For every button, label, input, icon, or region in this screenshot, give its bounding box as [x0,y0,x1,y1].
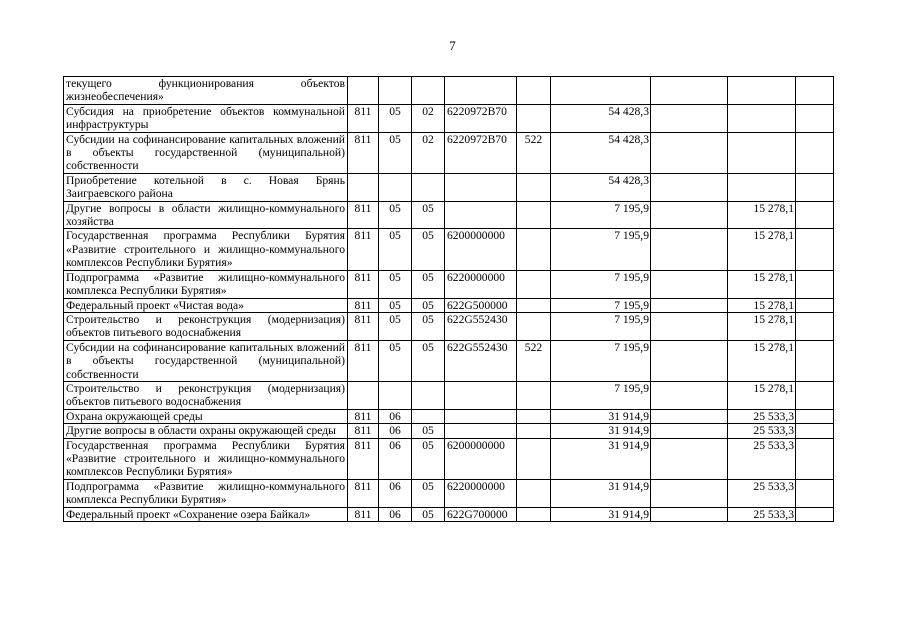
amount-cell [651,132,728,173]
amount-cell: 31 914,9 [551,409,651,423]
table-row [64,229,834,270]
item-name-cell: Субсидия на приобретение объектов коммунальной инфраструктуры [64,104,348,132]
amount-cell: 7 195,9 [551,298,651,312]
ministry-code-cell: 811 [348,298,379,312]
amount-cell [796,438,834,479]
budget-table [63,76,834,522]
amount-cell [796,312,834,340]
amount-cell [796,104,834,132]
amount-cell [651,340,728,381]
amount-cell: 15 278,1 [728,229,796,270]
section-code-cell: 06 [379,438,412,479]
amount-cell [796,507,834,521]
ministry-code-cell: 811 [348,132,379,173]
expense-type-cell [517,424,551,438]
amount-cell [651,507,728,521]
expense-type-cell [517,173,551,201]
target-article-cell: 6220000000 [445,479,517,507]
target-article-cell: 6220000000 [445,270,517,298]
amount-cell: 25 533,3 [728,409,796,423]
table-body [64,77,834,522]
subsection-code-cell: 05 [412,438,445,479]
amount-cell: 25 533,3 [728,479,796,507]
expense-type-cell [517,409,551,423]
table-row [64,312,834,340]
expense-type-cell [517,104,551,132]
item-name-cell: Государственная программа Республики Бурятия «Развитие строительного и жилищно-коммунального комплексов Республики Бурятия» [64,229,348,270]
expense-type-cell: 522 [517,340,551,381]
expense-type-cell: 522 [517,132,551,173]
ministry-code-cell: 811 [348,479,379,507]
item-name-cell: Федеральный проект «Сохранение озера Байкал» [64,507,348,521]
expense-type-cell [517,77,551,105]
amount-cell [728,104,796,132]
ministry-code-cell: 811 [348,438,379,479]
subsection-code-cell: 05 [412,479,445,507]
target-article-cell: 622G552430 [445,312,517,340]
target-article-cell: 6220972В70 [445,132,517,173]
item-name-cell: Государственная программа Республики Бурятия «Развитие строительного и жилищно-коммунального комплексов Республики Бурятия» [64,438,348,479]
section-code-cell: 06 [379,409,412,423]
amount-cell [651,229,728,270]
section-code-cell: 05 [379,312,412,340]
target-article-cell: 622G700000 [445,507,517,521]
amount-cell [728,173,796,201]
amount-cell: 31 914,9 [551,424,651,438]
table-row [64,270,834,298]
ministry-code-cell: 811 [348,340,379,381]
amount-cell [651,173,728,201]
amount-cell [651,201,728,229]
table-row [64,298,834,312]
table-row [64,479,834,507]
amount-cell: 15 278,1 [728,201,796,229]
amount-cell: 7 195,9 [551,381,651,409]
amount-cell: 54 428,3 [551,132,651,173]
target-article-cell: 6200000000 [445,438,517,479]
amount-cell: 54 428,3 [551,104,651,132]
subsection-code-cell: 02 [412,104,445,132]
section-code-cell: 05 [379,201,412,229]
section-code-cell: 06 [379,507,412,521]
section-code-cell [379,77,412,105]
table-row [64,438,834,479]
amount-cell [796,270,834,298]
amount-cell [651,409,728,423]
item-name-cell: Другие вопросы в области охраны окружающей среды [64,424,348,438]
expense-type-cell [517,201,551,229]
amount-cell: 7 195,9 [551,201,651,229]
amount-cell: 15 278,1 [728,340,796,381]
page-number: 7 [449,38,456,53]
item-name-cell: Строительство и реконструкция (модернизация) объектов питьевого водоснабжения [64,381,348,409]
table-row [64,381,834,409]
amount-cell [651,381,728,409]
expense-type-cell [517,438,551,479]
target-article-cell [445,201,517,229]
item-name-cell: Строительство и реконструкция (модернизация) объектов питьевого водоснабжения [64,312,348,340]
amount-cell: 7 195,9 [551,270,651,298]
item-name-cell: Субсидии на софинансирование капитальных вложений в объекты государственной (муниципальной) собственности [64,132,348,173]
subsection-code-cell: 05 [412,507,445,521]
table-row [64,104,834,132]
section-code-cell [379,381,412,409]
target-article-cell [445,424,517,438]
subsection-code-cell: 05 [412,340,445,381]
amount-cell [651,312,728,340]
amount-cell: 15 278,1 [728,298,796,312]
subsection-code-cell [412,409,445,423]
table-row [64,507,834,521]
amount-cell [651,298,728,312]
subsection-code-cell: 02 [412,132,445,173]
section-code-cell: 05 [379,132,412,173]
subsection-code-cell [412,381,445,409]
ministry-code-cell: 811 [348,507,379,521]
target-article-cell: 622G500000 [445,298,517,312]
subsection-code-cell [412,173,445,201]
amount-cell [651,104,728,132]
amount-cell [796,201,834,229]
ministry-code-cell: 811 [348,424,379,438]
table-row [64,424,834,438]
amount-cell: 25 533,3 [728,424,796,438]
ministry-code-cell: 811 [348,229,379,270]
amount-cell: 31 914,9 [551,507,651,521]
section-code-cell: 05 [379,104,412,132]
amount-cell [796,340,834,381]
amount-cell [796,381,834,409]
section-code-cell: 05 [379,270,412,298]
table-row [64,201,834,229]
amount-cell: 15 278,1 [728,270,796,298]
amount-cell [796,298,834,312]
section-code-cell [379,173,412,201]
item-name-cell: Приобретение котельной в с. Новая Брянь Заиграевского района [64,173,348,201]
table-row [64,173,834,201]
ministry-code-cell: 811 [348,270,379,298]
expense-type-cell [517,381,551,409]
target-article-cell [445,173,517,201]
subsection-code-cell: 05 [412,270,445,298]
amount-cell [796,132,834,173]
item-name-cell: Другие вопросы в области жилищно-коммунального хозяйства [64,201,348,229]
target-article-cell [445,409,517,423]
amount-cell [796,479,834,507]
ministry-code-cell: 811 [348,409,379,423]
table-row [64,132,834,173]
expense-type-cell [517,507,551,521]
amount-cell [551,77,651,105]
item-name-cell: Федеральный проект «Чистая вода» [64,298,348,312]
section-code-cell: 06 [379,424,412,438]
amount-cell: 15 278,1 [728,312,796,340]
section-code-cell: 05 [379,298,412,312]
section-code-cell: 05 [379,229,412,270]
item-name-cell: Подпрограмма «Развитие жилищно-коммунального комплекса Республики Бурятия» [64,479,348,507]
item-name-cell: Субсидии на софинансирование капитальных вложений в объекты государственной (муниципальной) собственности [64,340,348,381]
amount-cell: 25 533,3 [728,507,796,521]
table-row [64,409,834,423]
table-row [64,340,834,381]
amount-cell [651,479,728,507]
amount-cell [651,438,728,479]
amount-cell [796,77,834,105]
item-name-cell: текущего функционирования объектов жизнеобеспечения» [64,77,348,105]
amount-cell [796,424,834,438]
amount-cell: 25 533,3 [728,438,796,479]
amount-cell [651,424,728,438]
subsection-code-cell: 05 [412,229,445,270]
amount-cell [728,132,796,173]
expense-type-cell [517,479,551,507]
expense-type-cell [517,229,551,270]
item-name-cell: Охрана окружающей среды [64,409,348,423]
section-code-cell: 06 [379,479,412,507]
amount-cell [796,409,834,423]
amount-cell [728,77,796,105]
expense-type-cell [517,270,551,298]
subsection-code-cell: 05 [412,298,445,312]
ministry-code-cell [348,381,379,409]
ministry-code-cell: 811 [348,201,379,229]
subsection-code-cell [412,77,445,105]
amount-cell: 7 195,9 [551,312,651,340]
amount-cell [651,77,728,105]
item-name-cell: Подпрограмма «Развитие жилищно-коммунального комплекса Республики Бурятия» [64,270,348,298]
target-article-cell: 6200000000 [445,229,517,270]
target-article-cell: 622G552430 [445,340,517,381]
target-article-cell: 6220972В70 [445,104,517,132]
amount-cell: 31 914,9 [551,479,651,507]
ministry-code-cell [348,173,379,201]
expense-type-cell [517,312,551,340]
ministry-code-cell: 811 [348,104,379,132]
subsection-code-cell: 05 [412,201,445,229]
subsection-code-cell: 05 [412,312,445,340]
amount-cell: 54 428,3 [551,173,651,201]
target-article-cell [445,77,517,105]
amount-cell: 15 278,1 [728,381,796,409]
ministry-code-cell [348,77,379,105]
table-row [64,77,834,105]
amount-cell [651,270,728,298]
amount-cell [796,173,834,201]
amount-cell: 7 195,9 [551,340,651,381]
amount-cell: 7 195,9 [551,229,651,270]
expense-type-cell [517,298,551,312]
subsection-code-cell: 05 [412,424,445,438]
ministry-code-cell: 811 [348,312,379,340]
amount-cell: 31 914,9 [551,438,651,479]
amount-cell [796,229,834,270]
section-code-cell: 05 [379,340,412,381]
target-article-cell [445,381,517,409]
